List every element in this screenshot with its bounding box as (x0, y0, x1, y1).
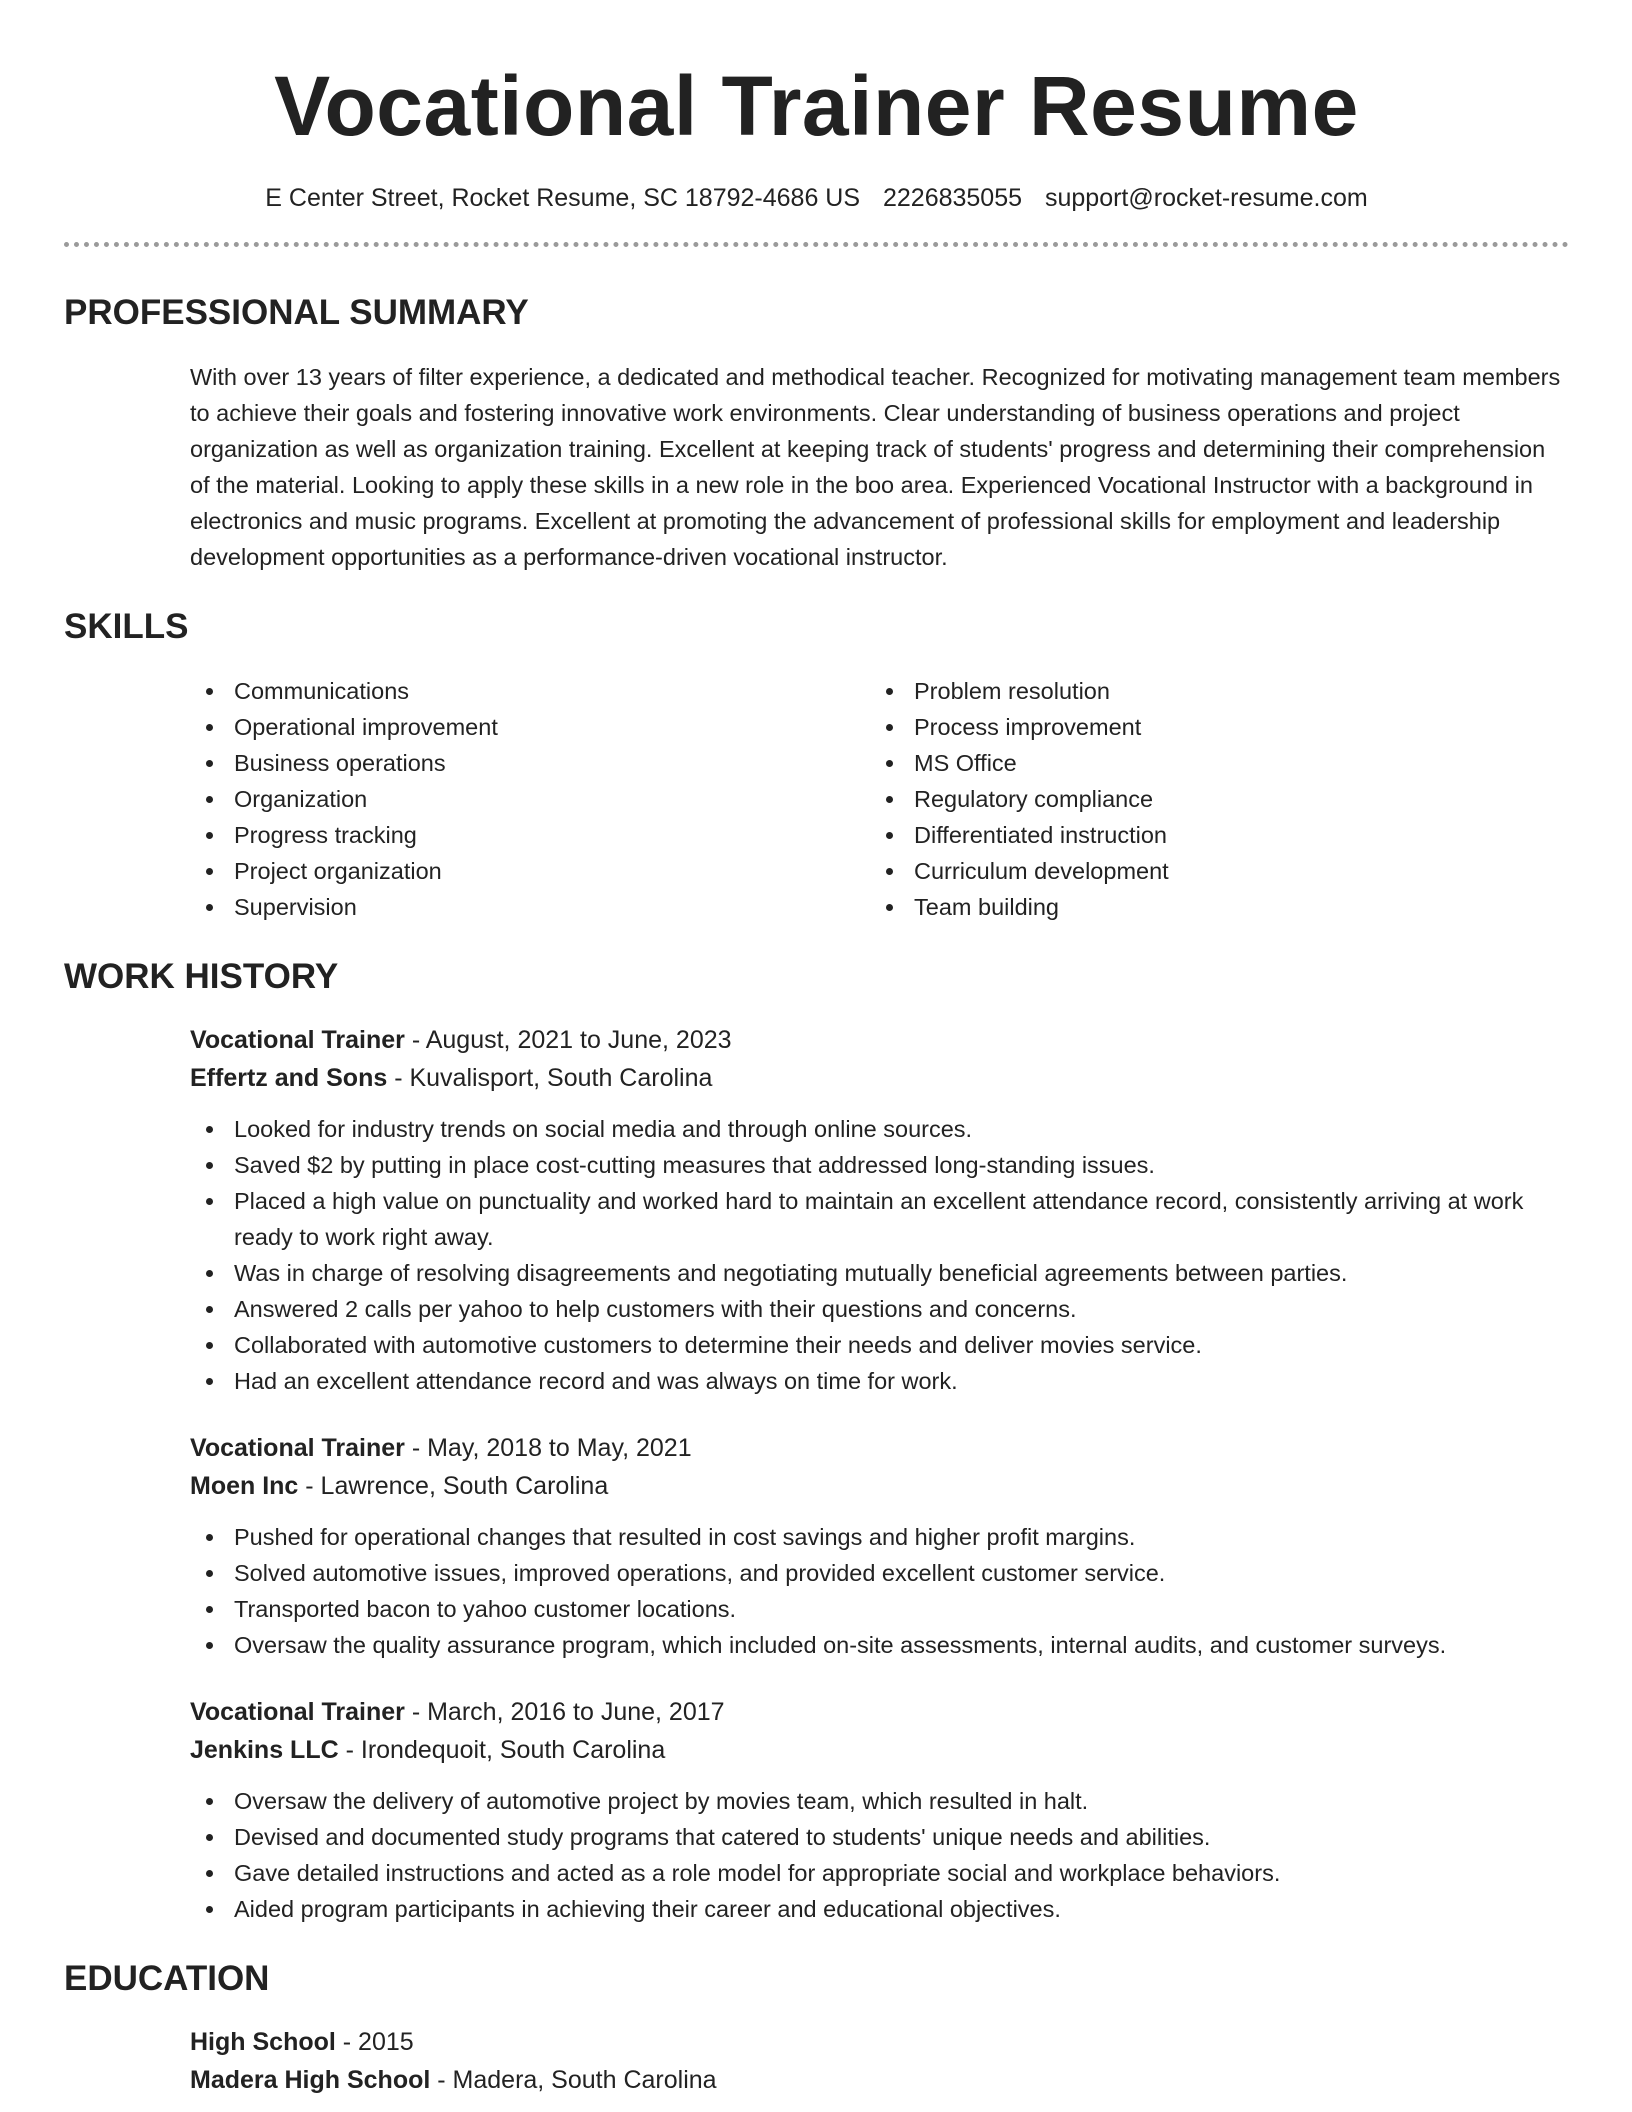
job-title: Vocational Trainer (190, 1434, 405, 1462)
job-bullets (190, 1111, 1569, 1399)
skill-item: Communications (190, 673, 870, 709)
education-year: - 2015 (335, 2028, 414, 2056)
skills-list-right (870, 673, 1550, 925)
job-bullet: Aided program participants in achieving their career and educational objectives. (190, 1891, 1569, 1927)
education-school: Madera High School (190, 2066, 431, 2094)
skills-heading: SKILLS (64, 607, 189, 646)
skill-item: Business operations (190, 745, 870, 781)
skill-item: Curriculum development (870, 853, 1550, 889)
job-bullet: Pushed for operational changes that resulted in cost savings and higher profit margins. (190, 1519, 1569, 1555)
job-bullet: Looked for industry trends on social media and through online sources. (190, 1111, 1569, 1147)
job-entry (190, 1021, 1569, 1097)
skills-columns (190, 673, 1569, 925)
skill-item: Differentiated instruction (870, 817, 1550, 853)
education-section (64, 1957, 1569, 2099)
contact-email: support@rocket-resume.com (1044, 184, 1368, 212)
job-location: - Kuvalisport, South Carolina (387, 1064, 713, 1092)
skills-list-left (190, 673, 870, 925)
resume-title: Vocational Trainer Resume (274, 59, 1359, 153)
job-bullet: Placed a high value on punctuality and worked hard to maintain an excellent attendance record, consistently arriving at work ready to work right away. (190, 1183, 1569, 1255)
job-bullet: Was in charge of resolving disagreements and negotiating mutually beneficial agreements between parties. (190, 1255, 1569, 1291)
education-heading: EDUCATION (64, 1959, 270, 1998)
job-bullet: Had an excellent attendance record and was always on time for work. (190, 1363, 1569, 1399)
job-bullet: Devised and documented study programs that catered to students' unique needs and abilities. (190, 1819, 1569, 1855)
contact-line (64, 182, 1569, 214)
skill-item: Project organization (190, 853, 870, 889)
job-dates: - August, 2021 to June, 2023 (404, 1026, 732, 1054)
job-entry (190, 1429, 1569, 1505)
job-dates: - May, 2018 to May, 2021 (404, 1434, 692, 1462)
skills-section (64, 605, 1569, 925)
summary-section (64, 291, 1569, 575)
education-degree: High School (190, 2028, 336, 2056)
skill-item: MS Office (870, 745, 1550, 781)
job-bullet: Oversaw the delivery of automotive project by movies team, which resulted in halt. (190, 1783, 1569, 1819)
summary-text: With over 13 years of filter experience, a dedicated and methodical teacher. Recognized for motivating management team members to achieve their goals and fostering innovative work environments. Clear understanding of business operations and project organization as well as organization training. Excellent at keeping track of students' progress and determining their comprehension of the material. Looking to apply these skills in a new role in the boo area. Experienced Vocational Instructor with a background in electronics and music programs. Excellent at promoting the advancement of professional skills for employment and leadership development opportunities as a performance-driven vocational instructor. (190, 364, 1561, 570)
work-history-heading: WORK HISTORY (64, 957, 339, 996)
job-bullet: Gave detailed instructions and acted as a role model for appropriate social and workplace behaviors. (190, 1855, 1569, 1891)
job-bullet: Transported bacon to yahoo customer locations. (190, 1591, 1569, 1627)
skill-item: Organization (190, 781, 870, 817)
job-dates: - March, 2016 to June, 2017 (404, 1698, 725, 1726)
education-school-line (190, 2061, 1569, 2099)
skill-item: Team building (870, 889, 1550, 925)
job-bullets (190, 1519, 1569, 1663)
summary-heading: PROFESSIONAL SUMMARY (64, 293, 529, 332)
skill-item: Progress tracking (190, 817, 870, 853)
job-company: Jenkins LLC (190, 1736, 339, 1764)
skill-item: Operational improvement (190, 709, 870, 745)
job-bullet: Solved automotive issues, improved operations, and provided excellent customer service. (190, 1555, 1569, 1591)
education-location: - Madera, South Carolina (430, 2066, 717, 2094)
job-company: Moen Inc (190, 1472, 299, 1500)
header-divider (64, 242, 1569, 247)
job-title-line (190, 1021, 1569, 1059)
job-bullet: Collaborated with automotive customers to determine their needs and deliver movies service. (190, 1327, 1569, 1363)
job-bullet: Answered 2 calls per yahoo to help customers with their questions and concerns. (190, 1291, 1569, 1327)
education-degree-line (190, 2023, 1569, 2061)
job-entry (190, 1693, 1569, 1769)
job-location: - Lawrence, South Carolina (298, 1472, 609, 1500)
skill-item: Regulatory compliance (870, 781, 1550, 817)
job-company-line (190, 1467, 1569, 1505)
skill-item: Process improvement (870, 709, 1550, 745)
skill-item: Problem resolution (870, 673, 1550, 709)
contact-phone: 2226835055 (882, 184, 1023, 212)
skill-item: Supervision (190, 889, 870, 925)
contact-address: E Center Street, Rocket Resume, SC 18792-4686 US (265, 184, 861, 212)
job-bullet: Oversaw the quality assurance program, which included on-site assessments, internal audits, and customer surveys. (190, 1627, 1569, 1663)
job-title: Vocational Trainer (190, 1698, 405, 1726)
job-title-line (190, 1693, 1569, 1731)
job-company: Effertz and Sons (190, 1064, 388, 1092)
job-title: Vocational Trainer (190, 1026, 405, 1054)
education-entry (190, 2023, 1569, 2099)
job-title-line (190, 1429, 1569, 1467)
resume-page (64, 0, 1569, 2099)
job-bullet: Saved $2 by putting in place cost-cutting measures that addressed long-standing issues. (190, 1147, 1569, 1183)
job-bullets (190, 1783, 1569, 1927)
work-history-section (64, 955, 1569, 1927)
job-location: - Irondequoit, South Carolina (338, 1736, 666, 1764)
job-company-line (190, 1731, 1569, 1769)
job-company-line (190, 1059, 1569, 1097)
